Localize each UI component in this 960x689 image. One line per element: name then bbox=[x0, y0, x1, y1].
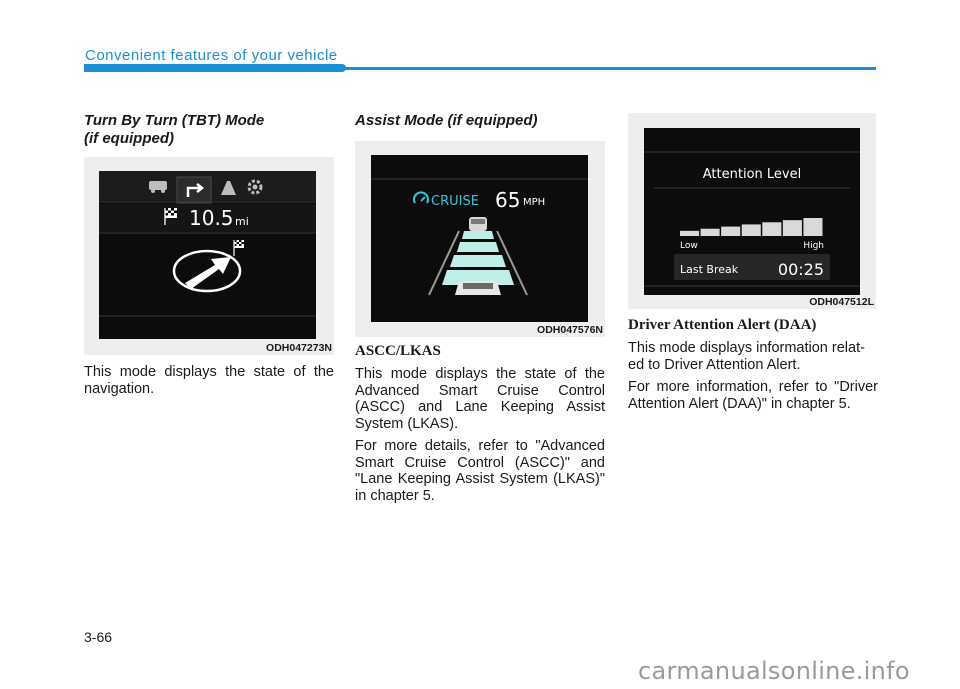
set-speed-unit: MPH bbox=[523, 197, 546, 208]
tbt-distance-unit: mi bbox=[235, 215, 249, 228]
daa-screen bbox=[644, 128, 860, 295]
attention-level-bars bbox=[680, 218, 823, 236]
assist-figure-code: ODH047576N bbox=[537, 324, 603, 336]
own-vehicle-icon bbox=[455, 281, 501, 295]
page-number: 3-66 bbox=[84, 629, 113, 645]
attention-bar-segment bbox=[701, 229, 720, 236]
assist-screen bbox=[371, 155, 588, 322]
set-speed-value: 65 bbox=[495, 188, 521, 212]
last-break-time: 00:25 bbox=[777, 260, 824, 279]
cruise-icon bbox=[414, 192, 428, 203]
daa-figure-code: ODH047512L bbox=[809, 296, 874, 308]
attention-bar-segment bbox=[783, 220, 802, 236]
attention-low-label: Low bbox=[680, 241, 698, 251]
tbt-section bbox=[84, 112, 334, 148]
tbt-figure bbox=[84, 157, 334, 355]
assist-heading: Assist Mode (if equipped) bbox=[355, 112, 538, 129]
tbt-body: This mode displays the state of the navigation. bbox=[84, 364, 334, 397]
attention-high-label: High bbox=[803, 241, 824, 251]
finish-flag-small-icon bbox=[234, 240, 244, 256]
attention-bar-segment bbox=[680, 231, 699, 236]
assist-display bbox=[371, 155, 588, 322]
lead-vehicle-icon bbox=[469, 217, 487, 231]
tbt-screen bbox=[99, 171, 316, 339]
tbt-figure-code: ODH047273N bbox=[266, 342, 332, 354]
attention-bar-segment bbox=[762, 222, 781, 236]
section-title: Convenient features of your vehicle bbox=[85, 47, 338, 64]
attention-bar-segment bbox=[721, 227, 740, 236]
assist-section bbox=[355, 112, 605, 130]
watermark: carmanualsonline.info bbox=[638, 657, 910, 685]
attention-bar-segment bbox=[803, 218, 822, 236]
daa-display bbox=[644, 128, 860, 295]
ascc-lkas-heading: ASCC/LKAS bbox=[355, 343, 441, 359]
tbt-distance-value: 10.5 bbox=[189, 206, 234, 230]
attention-bar-segment bbox=[742, 224, 761, 236]
direction-arrow-icon bbox=[185, 257, 231, 289]
cruise-label: CRUISE bbox=[431, 194, 479, 209]
assist-body-1: This mode displays the state of the Advanced Smart Cruise Control (ASCC) and Lane Keeping Assist System (LKAS). bbox=[355, 366, 605, 432]
daa-body-2: For more information, refer to "Driver Attention Alert (DAA)" in chapter 5. bbox=[628, 379, 878, 412]
assist-body-2: For more details, refer to "Advanced Smart Cruise Control (ASCC)" and "Lane Keeping Assist System (LKAS)" in chapter 5. bbox=[355, 438, 605, 504]
assist-figure bbox=[355, 141, 605, 337]
tbt-heading-line1: Turn By Turn (TBT) Mode bbox=[84, 112, 265, 129]
header-tab bbox=[84, 64, 346, 72]
last-break-label: Last Break bbox=[680, 263, 739, 276]
tbt-heading-line2: (if equipped) bbox=[84, 130, 174, 147]
daa-body-1: This mode displays information relat- ed to Driver Attention Alert. bbox=[628, 340, 865, 373]
tbt-heading bbox=[84, 112, 334, 148]
daa-figure bbox=[628, 113, 876, 309]
tbt-display bbox=[99, 171, 316, 339]
daa-heading: Driver Attention Alert (DAA) bbox=[628, 317, 817, 333]
attention-level-title: Attention Level bbox=[702, 167, 802, 182]
